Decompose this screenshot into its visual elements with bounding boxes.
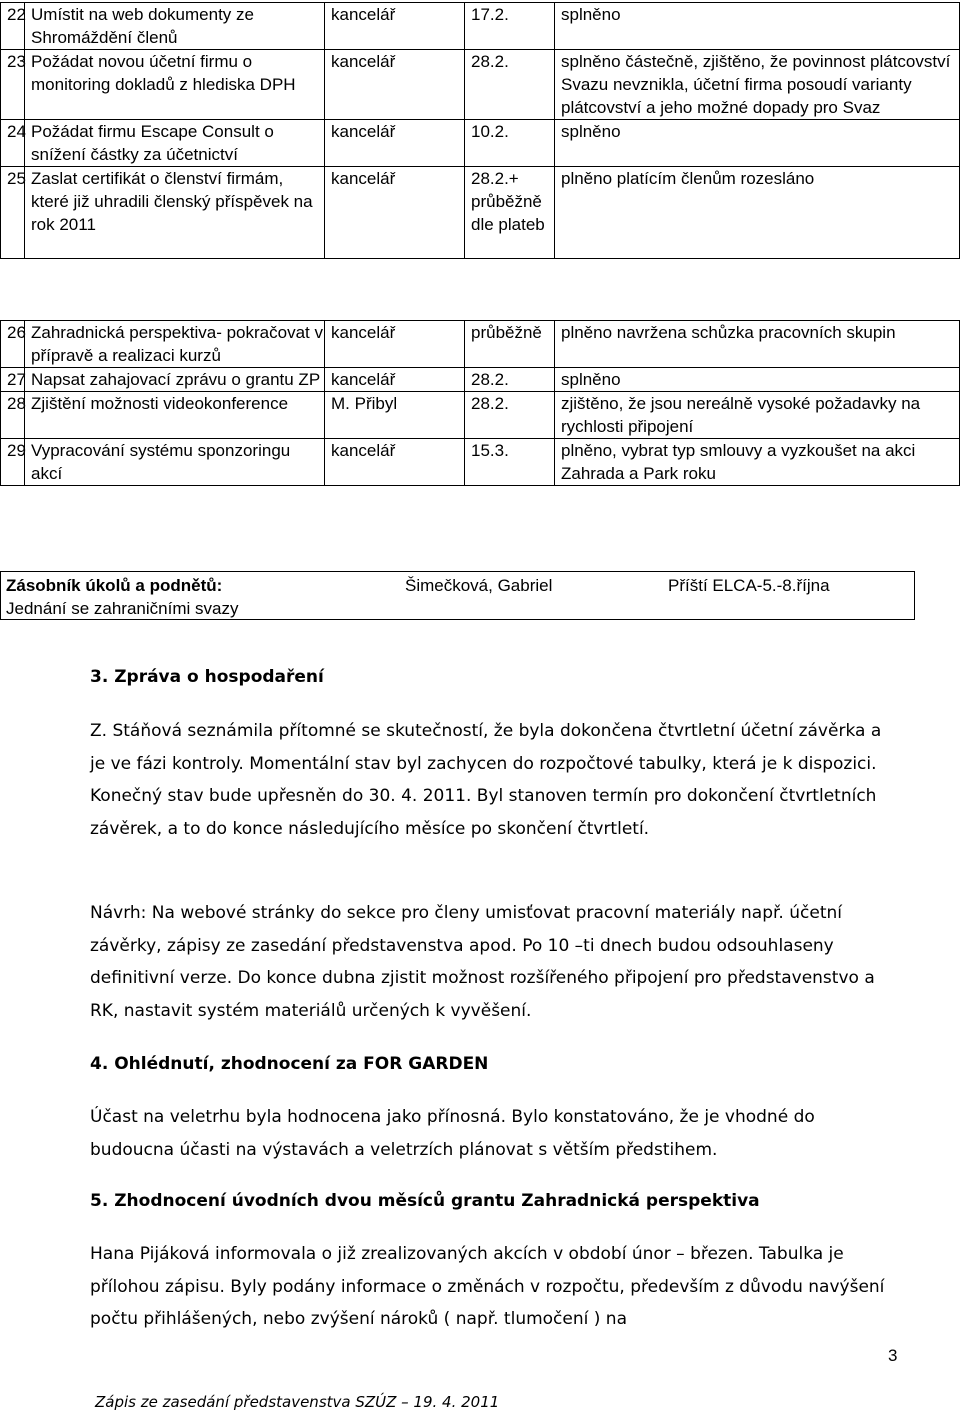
status: plněno navržena schůzka pracovních skupin [555, 321, 960, 368]
deadline: 15.3. [465, 439, 555, 486]
task-text: Zjištění možnosti videokonference [25, 392, 325, 439]
deadline: 17.2. [465, 3, 555, 50]
status: splněno [555, 120, 960, 167]
responsible: kancelář [325, 368, 465, 392]
deadline: 28.2. [465, 392, 555, 439]
status: zjištěno, že jsou nereálně vysoké požadavky na rychlosti připojení [555, 392, 960, 439]
page-number: 3 [888, 1346, 898, 1365]
row-number: 22 [1, 3, 25, 50]
table-row [1, 392, 960, 439]
section-4-title: 4. Ohlédnutí, zhodnocení za FOR GARDEN [90, 1054, 489, 1074]
row-number: 23 [1, 50, 25, 120]
responsible: kancelář [325, 120, 465, 167]
stack-item: Jednání se zahraničními svazy [6, 599, 239, 618]
task-text: Požádat novou účetní firmu o monitoring dokladů z hlediska DPH [25, 50, 325, 120]
deadline: 28.2. [465, 368, 555, 392]
table-row [1, 120, 960, 167]
table-row [1, 3, 960, 50]
section-3-paragraph-1: Z. Stáňová seznámila přítomné se skutečností, že byla dokončena čtvrtletní účetní závěrka a je ve fázi kontroly. Momentální stav byl zachycen do rozpočtové tabulky, která je k dispozici. Konečný stav bude upřesněn do 30. 4. 2011. Byl stanoven termín pro dokončení čtvrtletních závěrek, a to do konce následujícího měsíce po skončení čtvrtletí. [90, 721, 882, 839]
row-number: 28 [1, 392, 25, 439]
deadline: 28.2. [465, 50, 555, 120]
row-number: 26 [1, 321, 25, 368]
task-text: Napsat zahajovací zprávu o grantu ZP [25, 368, 325, 392]
row-number: 24 [1, 120, 25, 167]
responsible: kancelář [325, 50, 465, 120]
deadline: průběžně [465, 321, 555, 368]
responsible: M. Přibyl [325, 392, 465, 439]
deadline: 28.2.+ průběžně dle plateb [465, 167, 555, 259]
row-number: 27 [1, 368, 25, 392]
section-5-paragraph-1: Hana Pijáková informovala o již zrealizovaných akcích v období únor – březen. Tabulka je přílohou zápisu. Byly podány informace o změnách v rozpočtu, především z důvodu navýšení počtu přihlášených, nebo zvýšení nároků ( např. tlumočení ) na [90, 1244, 885, 1329]
section-4-paragraph-1: Účast na veletrhu byla hodnocena jako přínosná. Bylo konstatováno, že je vhodné do budoucna účasti na výstavách a veletrzích plánovat s větším předstihem. [90, 1107, 815, 1160]
task-text: Vypracování systému sponzoringu akcí [25, 439, 325, 486]
responsible: kancelář [325, 167, 465, 259]
table-row [1, 439, 960, 486]
section-5-title: 5. Zhodnocení úvodních dvou měsíců grantu Zahradnická perspektiva [90, 1191, 760, 1211]
table-row [1, 50, 960, 120]
section-3-paragraph-2: Návrh: Na webové stránky do sekce pro členy umisťovat pracovní materiály např. účetní závěrky, zápisy ze zasedání představenstva apod. Po 10 –ti dnech budou odsouhlaseny definitivní verze. Do konce dubna zjistit možnost rozšířeného připojení pro představenstvo a RK, nastavit systém materiálů určených k vyvěšení. [90, 903, 875, 1021]
section-3-title: 3. Zpráva o hospodaření [90, 667, 324, 687]
task-text: Zahradnická perspektiva- pokračovat v přípravě a realizaci kurzů [25, 321, 325, 368]
responsible: kancelář [325, 3, 465, 50]
responsible: kancelář [325, 439, 465, 486]
row-number: 25 [1, 167, 25, 259]
stack-people: Šimečková, Gabriel [405, 576, 553, 595]
stack-next: Příští ELCA-5.-8.října [668, 576, 830, 595]
table-row [1, 321, 960, 368]
task-table-1 [0, 2, 960, 259]
responsible: kancelář [325, 321, 465, 368]
document-footer: Zápis ze zasedání představenstva SZÚZ – 19. 4. 2011 [95, 1393, 500, 1411]
task-table-2 [0, 320, 960, 486]
deadline: 10.2. [465, 120, 555, 167]
task-text: Požádat firmu Escape Consult o snížení částky za účetnictví [25, 120, 325, 167]
task-text: Zaslat certifikát o členství firmám, které již uhradili členský příspěvek na rok 2011 [25, 167, 325, 259]
task-stack-box [0, 571, 915, 620]
task-text: Umístit na web dokumenty ze Shromáždění členů [25, 3, 325, 50]
table-row [1, 167, 960, 259]
status: splněno [555, 368, 960, 392]
row-number: 29 [1, 439, 25, 486]
status: plněno platícím členům rozesláno [555, 167, 960, 259]
status: splněno částečně, zjištěno, že povinnost plátcovství Svazu nevznikla, účetní firma posoudí varianty plátcovství a jeho možné dopady pro Svaz [555, 50, 960, 120]
status: plněno, vybrat typ smlouvy a vyzkoušet na akci Zahrada a Park roku [555, 439, 960, 486]
table-row [1, 368, 960, 392]
status: splněno [555, 3, 960, 50]
stack-title: Zásobník úkolů a podnětů: [6, 576, 223, 595]
